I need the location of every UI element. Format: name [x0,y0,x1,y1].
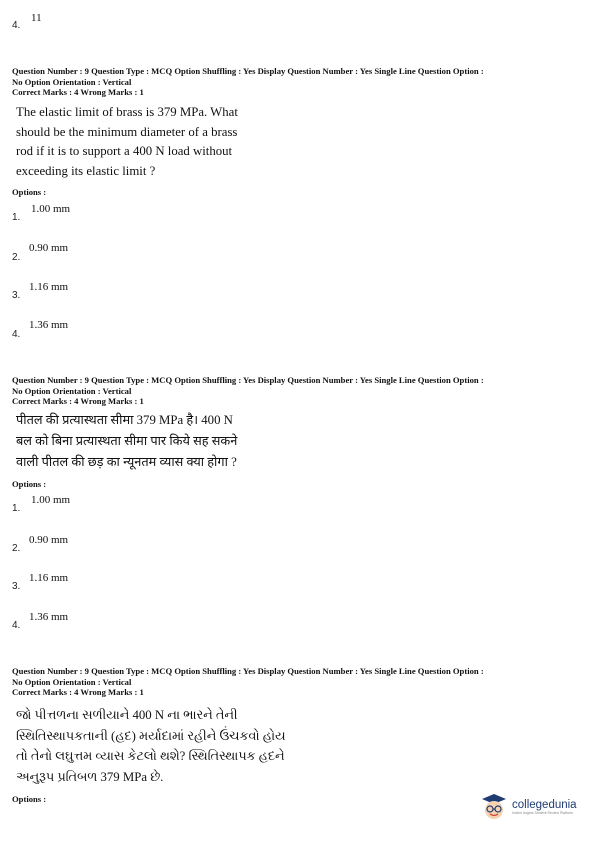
option-number: 3. [12,581,21,592]
options-label: Options : [12,187,47,197]
question-text-gujarati: જો પીત્તળના સળીયાને 400 N ના ભારને તેની સ્થિતિસ્થાપકતાની (હદ) મર્યાદામાં રહીને ઉંચકવો હોય તો તેનો લઘુત્તમ વ્યાસ કેટલો થશે? સ્થિતિસ્થાપક હદને અનુરૂપ પ્રતિબળ 379 MPa છે. [16,708,286,784]
logo-tagline: India's largest Student Review Platform [512,811,573,815]
option-number: 1. [12,503,21,514]
option-text[interactable]: 0.90 mm [29,242,69,254]
student-mascot-icon [478,792,510,822]
question-meta: Question Number : 9 Question Type : MCQ Option Shuffling : Yes Display Question Number : Yes Single Line Question Option : No Option Orientation : Vertical Correct Marks : 4 Wrong Marks : 1 [12,375,484,406]
collegedunia-logo [478,792,577,822]
question-text-hindi: पीतल की प्रत्यास्थता सीमा 379 MPa है। 400 N बल को बिना प्रत्यास्थता सीमा पार किये सह सकने वाली पीतल की छड़ का न्यूनतम व्यास क्या होगा ? [16,413,238,469]
question-meta: Question Number : 9 Question Type : MCQ Option Shuffling : Yes Display Question Number : Yes Single Line Question Option : No Option Orientation : Vertical Correct Marks : 4 Wrong Marks : 1 [12,666,484,697]
option-text: 11 [31,12,42,24]
option-number: 1. [12,212,21,223]
option-number: 2. [12,543,21,554]
option-text[interactable]: 1.36 mm [29,611,69,623]
option-text[interactable]: 1.16 mm [29,281,69,293]
option-number: 3. [12,290,21,301]
option-text[interactable]: 1.16 mm [29,572,69,584]
option-text[interactable]: 1.00 mm [31,494,71,506]
option-number: 2. [12,252,21,263]
option-text[interactable]: 1.36 mm [29,319,69,331]
option-number: 4. [12,620,21,631]
option-number: 4. [12,20,21,31]
option-text[interactable]: 0.90 mm [29,534,69,546]
logo-name: collegedunia [512,799,577,811]
question-meta: Question Number : 9 Question Type : MCQ Option Shuffling : Yes Display Question Number : Yes Single Line Question Option : No Option Orientation : Vertical Correct Marks : 4 Wrong Marks : 1 [12,66,484,97]
option-text[interactable]: 1.00 mm [31,203,71,215]
option-number: 4. [12,329,21,340]
options-label: Options : [12,479,47,489]
question-text-english: The elastic limit of brass is 379 MPa. What should be the minimum diameter of a brass rod if it is to support a 400 N load without exceeding its elastic limit ? [16,105,238,178]
options-label: Options : [12,794,47,804]
